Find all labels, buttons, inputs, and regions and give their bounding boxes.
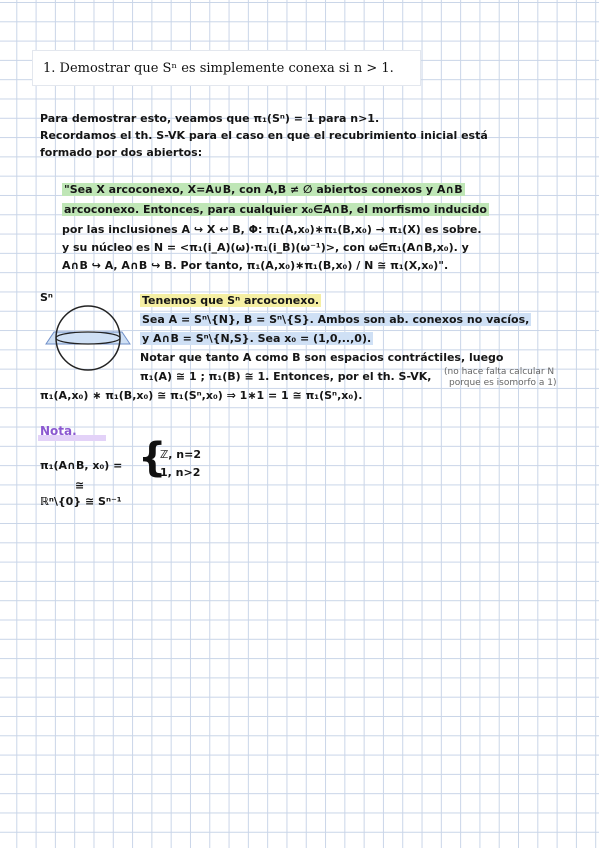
side-note-1: (no hace falta calcular N — [444, 367, 555, 377]
body-line-1 — [140, 293, 321, 309]
nota-title: Nota. — [40, 424, 77, 438]
quote-line-5: A∩B ↪ A, A∩B ↪ B. Por tanto, π₁(A,x₀)∗π₁(B,x₀) / N ≅ π₁(X,x₀)". — [62, 259, 449, 272]
sphere-label: Sⁿ — [40, 291, 53, 304]
body-line-2-text: Sea A = Sⁿ\{N}, B = Sⁿ\{S}. Ambos son ab. conexos no vacíos, — [142, 313, 530, 326]
nota-line-3: ℝⁿ\{0} ≅ Sⁿ⁻¹ — [40, 495, 122, 508]
nota-case-2: 1, n>2 — [160, 466, 201, 479]
body-line-2 — [140, 312, 531, 328]
sphere-drawing — [38, 302, 138, 378]
note-line-3: formado por dos abiertos: — [40, 146, 203, 159]
note-line-2: Recordamos el th. S-VK para el caso en que el recubrimiento inicial está — [40, 129, 488, 142]
quote-line-1 — [62, 182, 465, 198]
nota-case-1: ℤ, n=2 — [160, 448, 202, 461]
equatorial-plane — [46, 332, 130, 344]
side-note-2: porque es isomorfo a 1) — [449, 378, 557, 388]
nota-line-1: π₁(A∩B, x₀) = — [40, 459, 123, 472]
cases-brace: { — [138, 435, 167, 481]
body-line-1-text: Tenemos que Sⁿ arcoconexo. — [142, 294, 320, 307]
note-line-1: Para demostrar esto, veamos que π₁(Sⁿ) = 1 para n>1. — [40, 112, 380, 125]
quote-line-1-text: "Sea X arcoconexo, X=A∪B, con A,B ≠ ∅ abiertos conexos y A∩B — [64, 183, 463, 196]
body-line-6: π₁(A,x₀) ∗ π₁(B,x₀) ≅ π₁(Sⁿ,x₀) ⇒ 1∗1 = 1 ≅ π₁(Sⁿ,x₀). — [40, 389, 363, 402]
quote-line-2-text: arcoconexo. Entonces, para cualquier x₀∈A∩B, el morfismo inducido — [64, 203, 487, 216]
nota-line-2: ≅ — [75, 479, 85, 492]
body-line-4: Notar que tanto A como B son espacios contráctiles, luego — [140, 351, 504, 364]
body-line-3 — [140, 331, 373, 347]
quote-line-2 — [62, 202, 489, 218]
quote-line-4: y su núcleo es N = <π₁(i_A)(ω)·π₁(i_B)(ω⁻¹)>, con ω∈π₁(A∩B,x₀). y — [62, 241, 469, 254]
body-line-3-text: y A∩B = Sⁿ\{N,S}. Sea x₀ = (1,0,..,0). — [142, 332, 372, 345]
body-line-5: π₁(A) ≅ 1 ; π₁(B) ≅ 1. Entonces, por el th. S-VK, — [140, 370, 432, 383]
exercise-statement: 1. Demostrar que Sⁿ es simplemente conexa si n > 1. — [32, 50, 421, 86]
quote-line-3: por las inclusiones A ↪ X ↩ B, Φ: π₁(A,x₀)∗π₁(B,x₀) → π₁(X) es sobre. — [62, 223, 482, 236]
